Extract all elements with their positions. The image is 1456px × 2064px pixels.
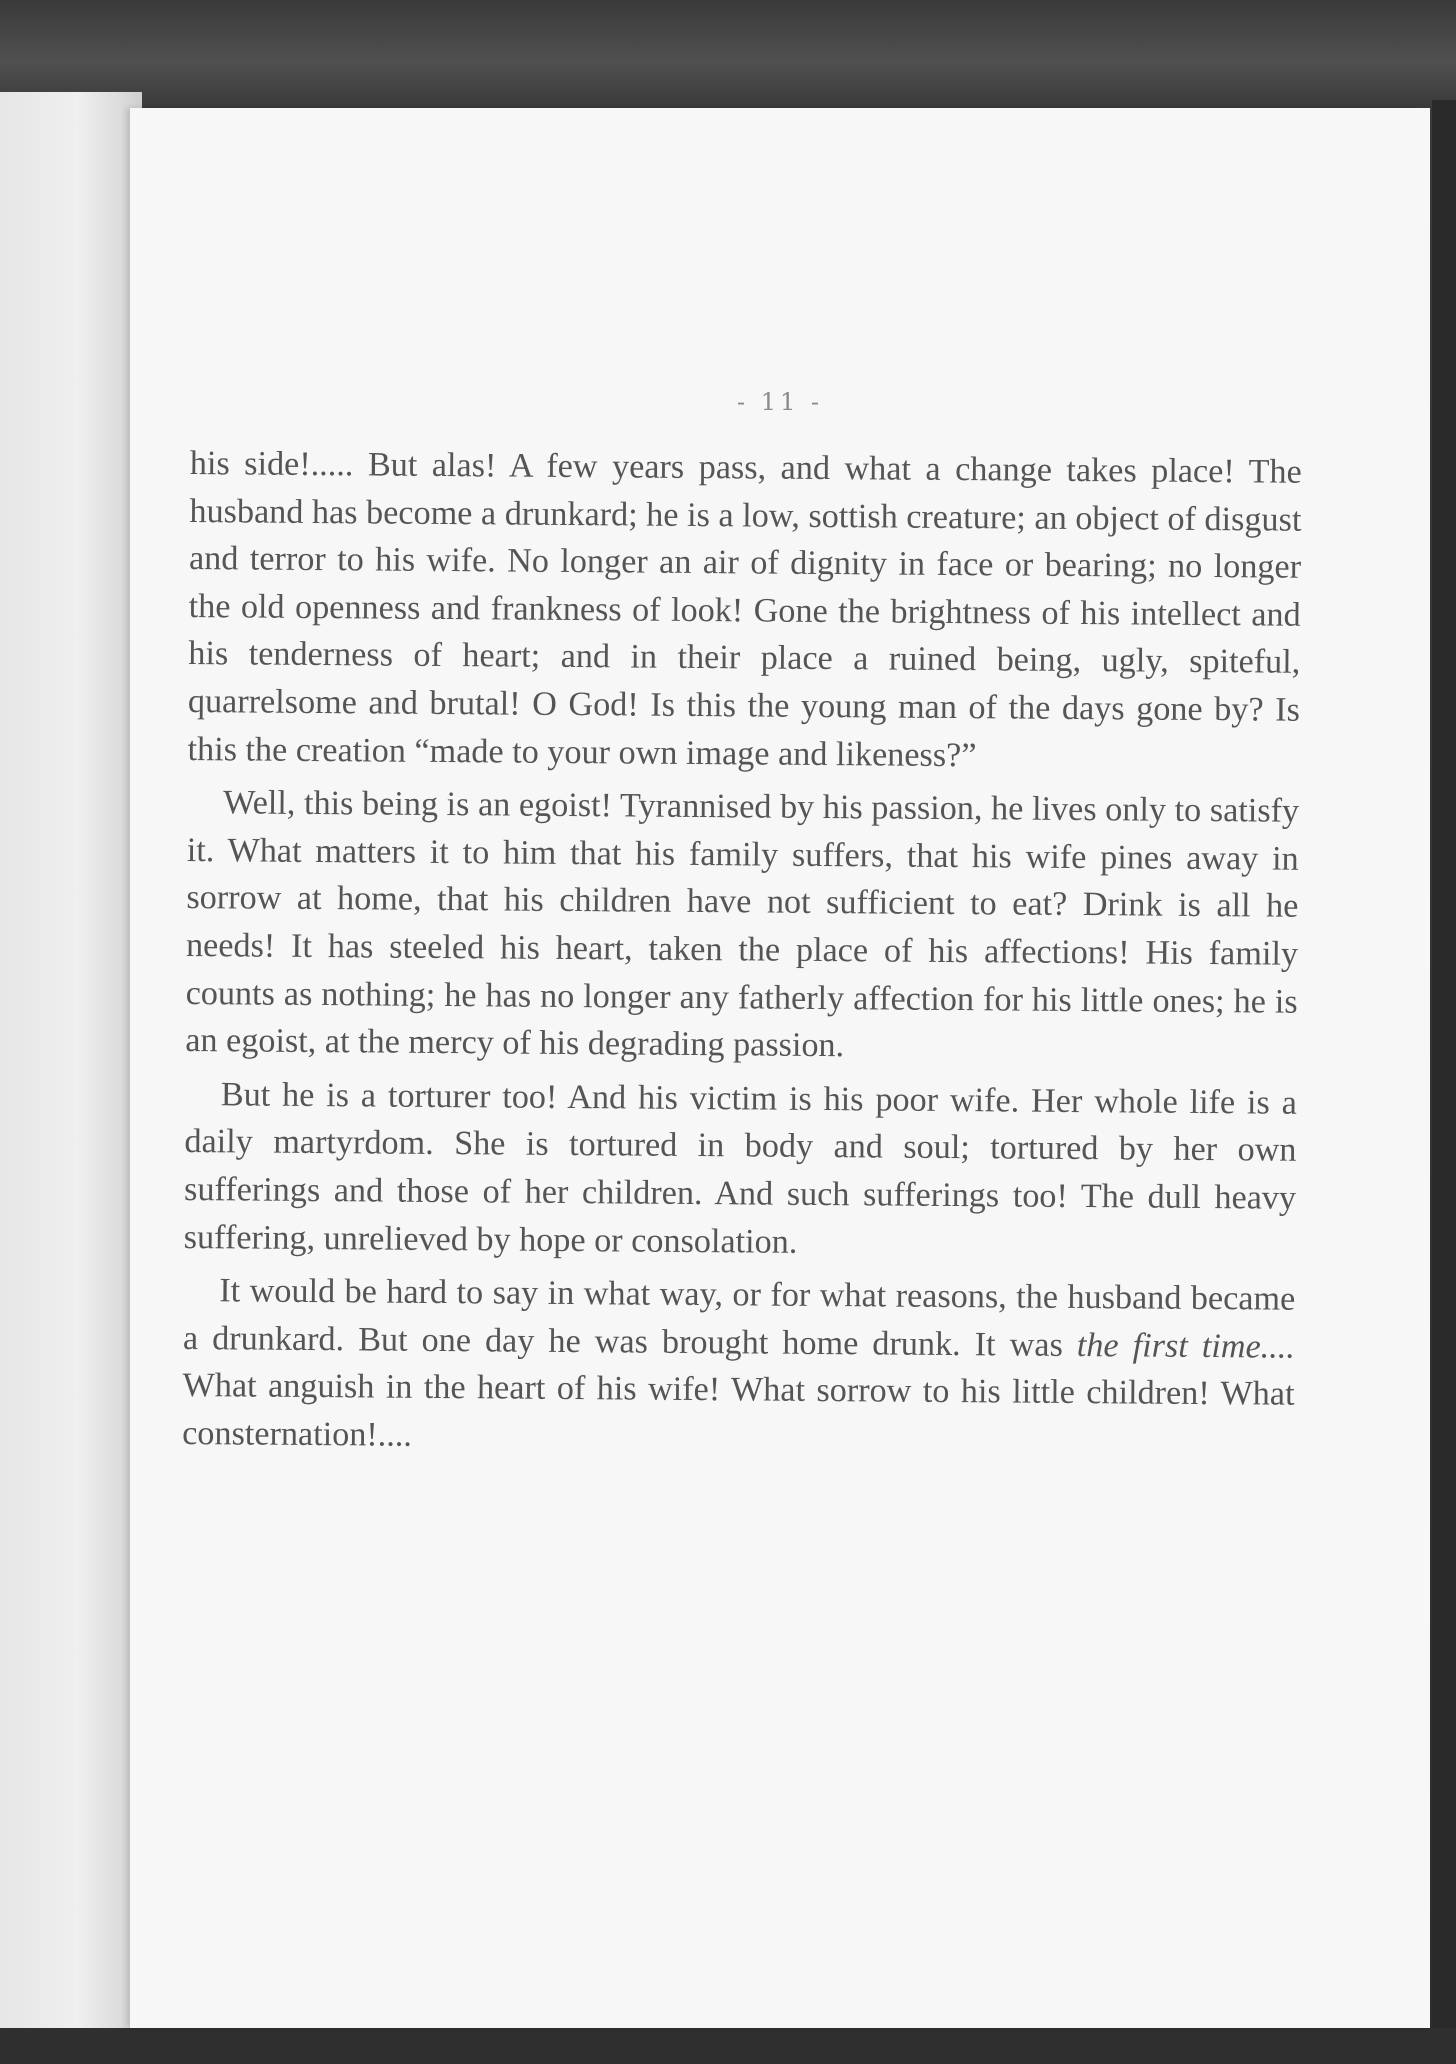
body-text bbox=[182, 440, 1302, 1472]
paragraph-1 bbox=[187, 440, 1302, 782]
paragraph-4-text-a: It would be hard to say in what way, or for what reasons, the husband became a drunkard. But one day he was brought home drunk. It was bbox=[182, 1272, 1296, 1364]
paragraph-4 bbox=[182, 1267, 1295, 1466]
paragraph-4-italic: the first time.... bbox=[1076, 1326, 1296, 1366]
scan-border-right bbox=[1432, 100, 1456, 2064]
paragraph-1-text: his side!..... But alas! A few years pass, and what a change takes place! The husband has become a drunkard; he is a low, sottish creature; an object of disgust and terror to his wife. No longer an air of dignity in face or bearing; no longer the old openness and frankness of look! Gone the brightness of his intellect and his tenderness of heart; and in their place a ruined being, ugly, spiteful, quarrelsome and brutal! O God! Is this the young man of the days gone by? Is this the creation “made to your own image and likeness?” bbox=[187, 444, 1302, 774]
page-number: - 11 - bbox=[736, 388, 823, 416]
scan-border-bottom bbox=[0, 2028, 1456, 2064]
paragraph-3-text: But he is a torturer too! And his victim is his poor wife. Her whole life is a daily martyrdom. She is tortured in body and soul; tortured by her own sufferings and those of her children. And such sufferings too! The dull heavy suffering, unrelieved by hope or consolation. bbox=[183, 1075, 1297, 1261]
book-page bbox=[130, 108, 1430, 2028]
facing-page-edge bbox=[0, 92, 142, 2032]
paragraph-4-text-b: What anguish in the heart of his wife! What sorrow to his little children! What consternation!.... bbox=[182, 1367, 1295, 1454]
paragraph-2 bbox=[185, 779, 1299, 1073]
paragraph-3 bbox=[184, 1071, 1297, 1270]
paragraph-2-text: Well, this being is an egoist! Tyrannised by his passion, he lives only to satisfy it. What matters it to him that his family suffers, that his wife pines away in sorrow at home, that his children have not sufficient to eat? Drink is all he needs! It has steeled his heart, taken the place of his affections! His family counts as nothing; he has no longer any fatherly affection for his little ones; he is an egoist, at the mercy of his degrading passion. bbox=[185, 784, 1300, 1065]
